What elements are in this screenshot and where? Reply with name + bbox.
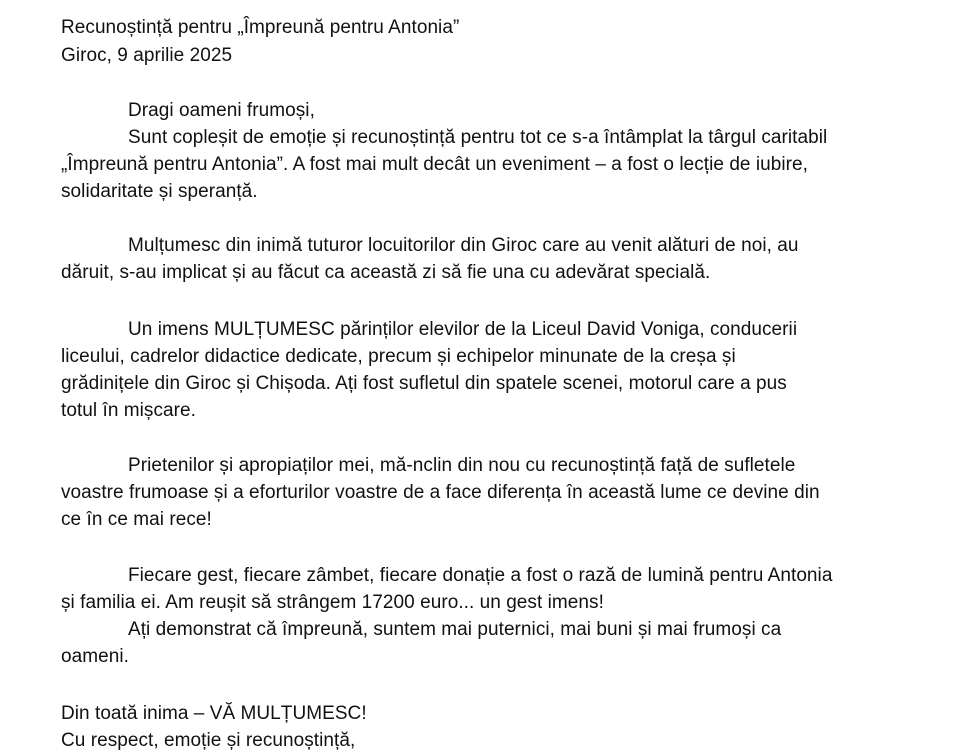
paragraph-3-line: liceului, cadrelor didactice dedicate, precum și echipelor minunate de la creșa și bbox=[61, 346, 736, 367]
paragraph-4-line: voastre frumoase și a eforturilor voastre de a face diferența în această lume ce devine din bbox=[61, 482, 820, 503]
paragraph-5-line: Fiecare gest, fiecare zâmbet, fiecare donație a fost o rază de lumină pentru Antonia bbox=[128, 565, 833, 586]
paragraph-3-line: totul în mișcare. bbox=[61, 400, 196, 421]
paragraph-4-line: Prietenilor și apropiaților mei, mă-nclin din nou cu recunoștință față de sufletele bbox=[128, 455, 796, 476]
letter-place-date: Giroc, 9 aprilie 2025 bbox=[61, 45, 233, 66]
letter-greeting: Dragi oameni frumoși, bbox=[128, 100, 315, 121]
paragraph-5-line: Ați demonstrat că împreună, suntem mai puternici, mai buni și mai frumoși ca bbox=[128, 619, 782, 640]
paragraph-5-line: și familia ei. Am reușit să strângem 17200 euro... un gest imens! bbox=[61, 592, 604, 613]
paragraph-1-line: „Împreună pentru Antonia”. A fost mai mult decât un eveniment – a fost o lecție de iubire, bbox=[61, 154, 808, 175]
closing-line: Cu respect, emoție și recunoștință, bbox=[61, 730, 356, 751]
paragraph-1-line: solidaritate și speranță. bbox=[61, 181, 258, 202]
paragraph-1-line: Sunt copleșit de emoție și recunoștință pentru tot ce s-a întâmplat la târgul caritabil bbox=[128, 127, 828, 148]
paragraph-4-line: ce în ce mai rece! bbox=[61, 509, 212, 530]
paragraph-5-line: oameni. bbox=[61, 646, 129, 667]
paragraph-2-line: Mulțumesc din inimă tuturor locuitorilor din Giroc care au venit alături de noi, au bbox=[128, 235, 799, 256]
paragraph-3-line: Un imens MULȚUMESC părinților elevilor de la Liceul David Voniga, conducerii bbox=[128, 319, 798, 340]
letter-title: Recunoștință pentru „Împreună pentru Antonia” bbox=[61, 17, 460, 38]
paragraph-2-line: dăruit, s-au implicat și au făcut ca această zi să fie una cu adevărat specială. bbox=[61, 262, 711, 283]
closing-line: Din toată inima – VĂ MULȚUMESC! bbox=[61, 703, 367, 724]
paragraph-3-line: grădinițele din Giroc și Chișoda. Ați fost sufletul din spatele scenei, motorul care a pus bbox=[61, 373, 787, 394]
